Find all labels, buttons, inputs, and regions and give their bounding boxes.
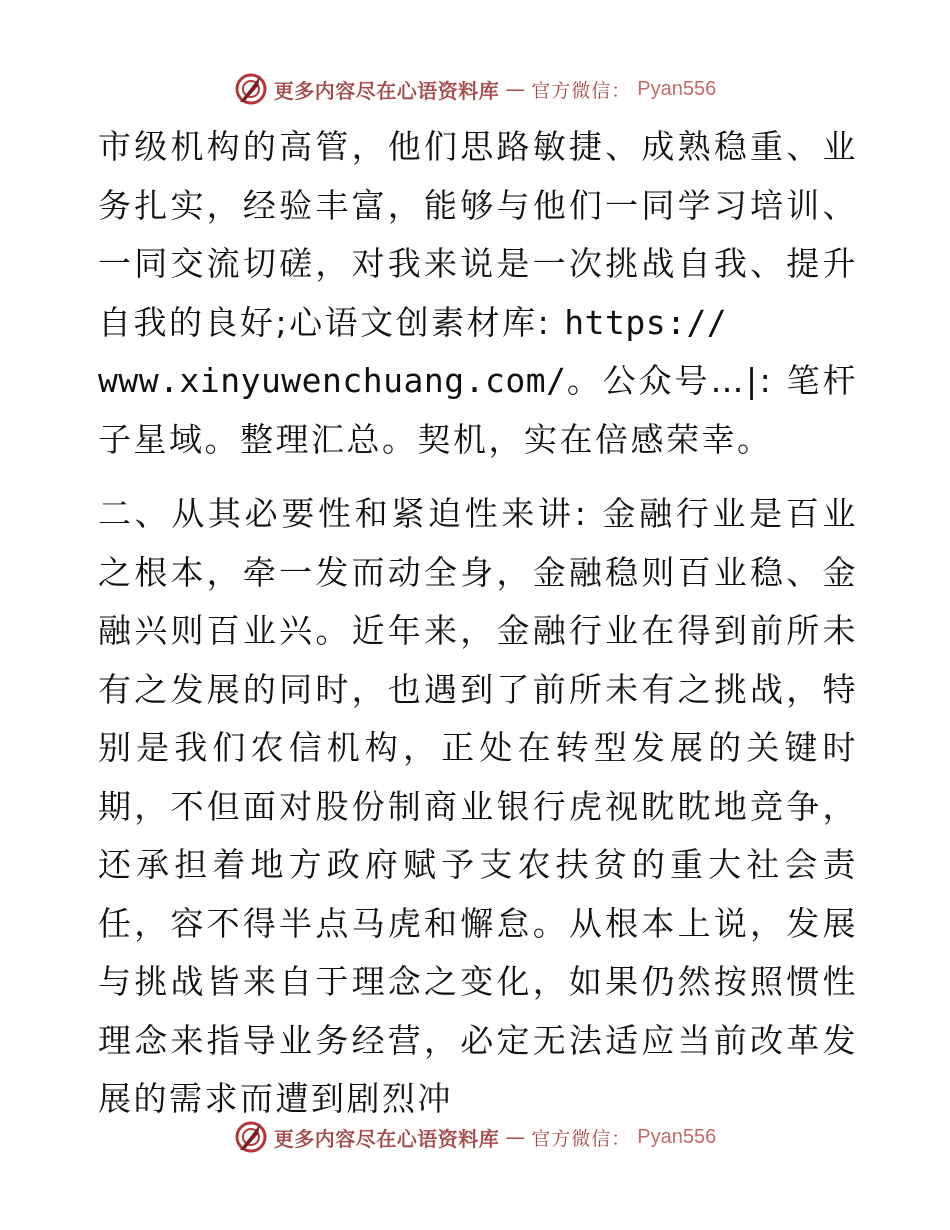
banner-wechat-label: 官方微信： bbox=[531, 79, 632, 102]
document-body bbox=[98, 118, 858, 1129]
paragraph-1-url-host: www.xinyuwenchuang.com/ bbox=[98, 361, 567, 400]
quill-pen-logo-icon bbox=[234, 1120, 268, 1154]
footer-watermark-banner bbox=[0, 1120, 950, 1154]
banner-wechat-id: Pyan556 bbox=[637, 77, 717, 100]
banner-separator: — bbox=[505, 77, 526, 101]
paragraph-1 bbox=[98, 118, 858, 469]
paragraph-2: 二、从其必要性和紧迫性来讲: 金融行业是百业之根本，牵一发而动全身，金融稳则百业稳、金融兴则百业兴。近年来，金融行业在得到前所未有之发展的同时，也遇到了前所未有之挑战，特别是我们农信机构，正处在转型发展的关键时期，不但面对股份制商业银行虎视眈眈地竞争，还承担着地方政府赋予支农扶贫的重大社会责任，容不得半点马虎和懈怠。从根本上说，发展与挑战皆来自于理念之变化，如果仍然按照惯性理念来指导业务经营，必定无法适应当前改革发展的需求而遭到剧烈冲 bbox=[98, 494, 858, 1118]
paragraph-1-text-b: 。公众号…|: 笔杆子星域。整理汇总。契机，实在倍感荣幸。 bbox=[98, 361, 858, 459]
banner-separator: — bbox=[505, 1125, 526, 1149]
banner-text: 更多内容尽在心语资料库 bbox=[273, 78, 500, 103]
quill-pen-logo-icon bbox=[234, 72, 268, 106]
paragraph-1-text-a: 市级机构的高管，他们思路敏捷、成熟稳重、业务扎实，经验丰富，能够与他们一同学习培训、一同交流切磋，对我来说是一次挑战自我、提升自我的良好;心语文创素材库: bbox=[98, 127, 858, 342]
banner-wechat-id: Pyan556 bbox=[637, 1125, 717, 1148]
banner-wechat-label: 官方微信： bbox=[531, 1127, 632, 1150]
paragraph-1-url-scheme: https:// bbox=[564, 302, 728, 342]
banner-text: 更多内容尽在心语资料库 bbox=[273, 1126, 500, 1151]
header-watermark-banner bbox=[0, 72, 950, 106]
